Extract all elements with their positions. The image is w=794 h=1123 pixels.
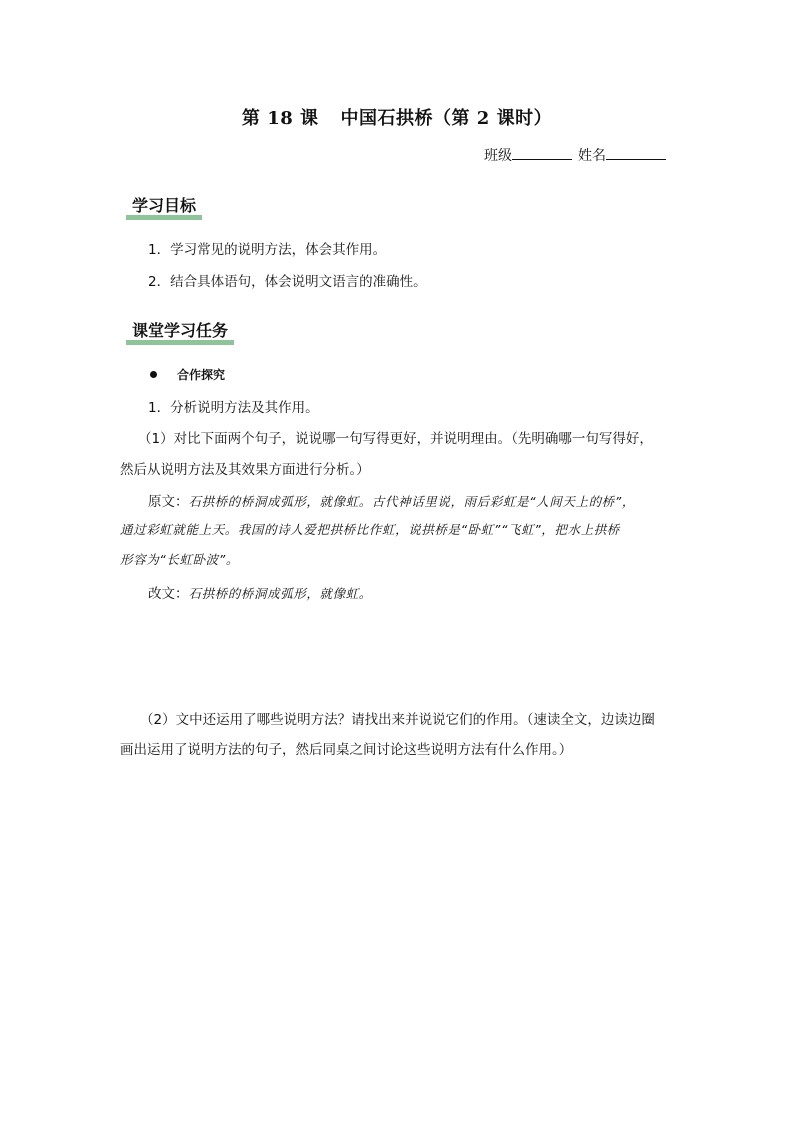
original-sentence-line	[148, 490, 635, 510]
revised-sentence	[148, 582, 372, 602]
bullet-label: 合作探究	[177, 368, 226, 382]
bullet-dot-icon	[150, 371, 157, 378]
question1-line: 然后从说明方法及其效果方面进行分析。）	[120, 462, 370, 478]
revised-text: 石拱桥的桥洞成弧形，就像虹。	[188, 586, 372, 601]
question2-line: （2）文中还运用了哪些说明方法？请找出来并说说它们的作用。（速读全文，边读边圈	[140, 712, 655, 728]
bullet-item	[150, 364, 225, 383]
goals-heading-text: 学习目标	[132, 196, 197, 215]
heading-underline	[126, 340, 234, 345]
revised-label: 改文：	[148, 586, 189, 602]
name-blank	[606, 145, 666, 160]
heading-underline	[126, 215, 202, 220]
page-title	[0, 104, 794, 130]
goals-heading	[126, 195, 202, 217]
question2-line: 画出运用了说明方法的句子，然后同桌之间讨论这些说明方法有什么作用。）	[120, 742, 573, 758]
goal-item: 1．学习常见的说明方法，体会其作用。	[148, 242, 387, 258]
class-blank	[512, 145, 572, 160]
original-sentence-line: 通过彩虹就能上天。我国的诗人爱把拱桥比作虹，说拱桥是“卧虹”“飞虹”，把水上拱桥	[120, 522, 620, 537]
name-label: 姓名	[578, 148, 606, 164]
original-sentence-line: 形容为“长虹卧波”。	[120, 552, 239, 567]
original-text: 石拱桥的桥洞成弧形，就像虹。古代神话里说，雨后彩虹是“人间天上的桥”，	[188, 494, 635, 509]
lesson-name: 中国石拱桥（第 2 课时）	[340, 108, 553, 129]
task1-title: 1．分析说明方法及其作用。	[148, 400, 319, 416]
student-info	[484, 145, 672, 165]
goal-item: 2．结合具体语句，体会说明文语言的准确性。	[148, 274, 427, 290]
lesson-number: 第 18 课	[241, 108, 319, 129]
class-label: 班级	[484, 148, 512, 164]
tasks-heading-text: 课堂学习任务	[132, 321, 229, 340]
tasks-heading	[126, 320, 234, 342]
question1-line: （1）对比下面两个句子，说说哪一句写得更好，并说明理由。（先明确哪一句写得好，	[138, 431, 653, 447]
original-label: 原文：	[148, 494, 189, 510]
